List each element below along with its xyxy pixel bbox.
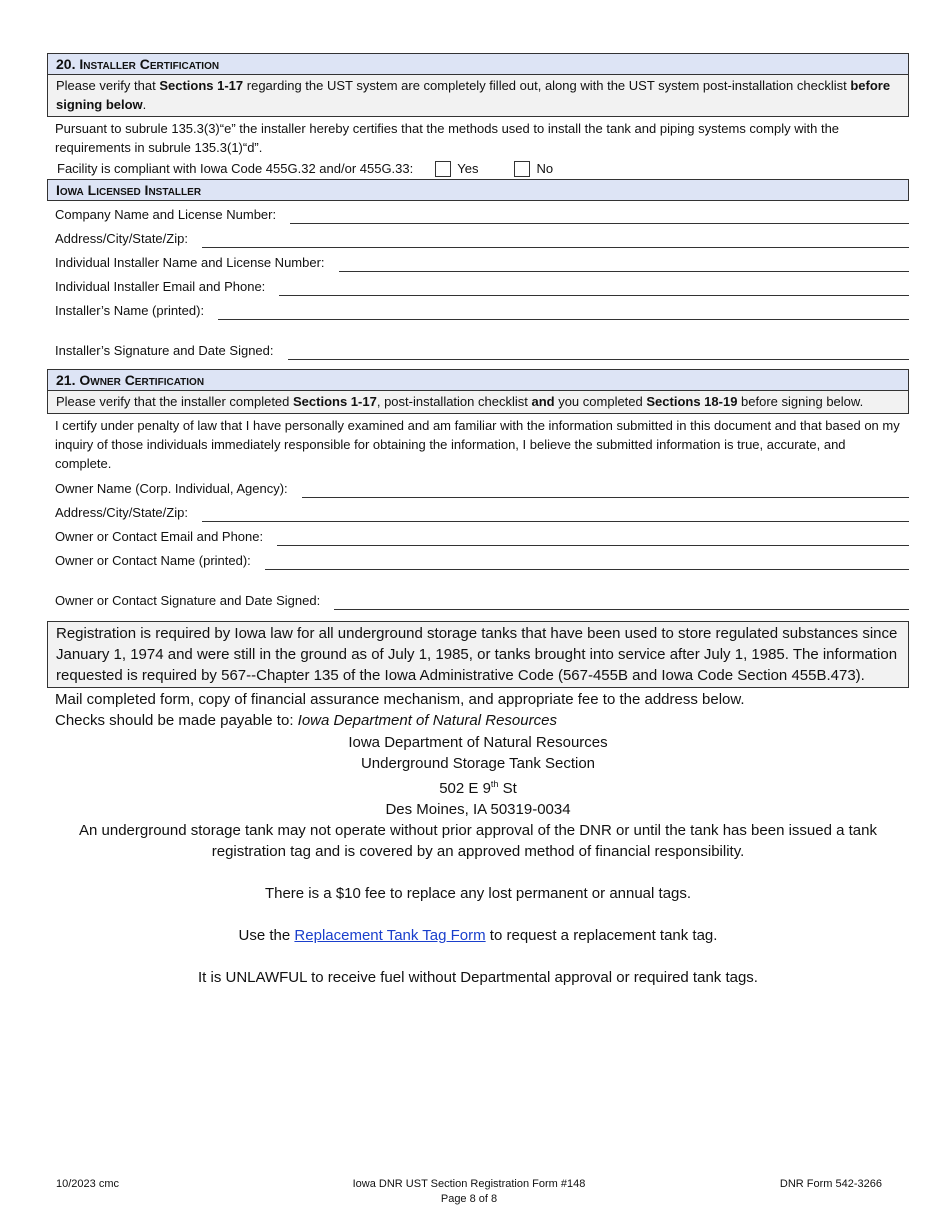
owner-certification-header: 21. Owner Certification: [47, 369, 909, 391]
owner-name-field[interactable]: Owner Name (Corp. Individual, Agency):: [47, 475, 909, 499]
owner-verification-note: Please verify that the installer completed Sections 1-17, post-installation checklist and you completed Sections 18-19 before signing below.: [47, 391, 909, 414]
replacement-tank-tag-form-link[interactable]: Replacement Tank Tag Form: [294, 927, 486, 944]
checks-payable-line: Checks should be made payable to: Iowa Department of Natural Resources: [55, 712, 557, 729]
licensed-installer-header: Iowa Licensed Installer: [47, 179, 909, 201]
replacement-notice: Use the Replacement Tank Tag Form to request a replacement tank tag.: [238, 927, 718, 944]
owner-statement: I certify under penalty of law that I have personally examined and am familiar with the information submitted in this document and that based on my inquiry of those individuals immediately responsible for obtaining the information, I believe the submitted information is true, accurate, and complete.: [55, 418, 900, 471]
installer-verification-note: Please verify that Sections 1-17 regarding the UST system are completely filled out, along with the UST system post-installation checklist before signing below.: [47, 75, 909, 117]
individual-installer-license-field[interactable]: Individual Installer Name and License Number:: [47, 249, 909, 273]
owner-signature-field[interactable]: Owner or Contact Signature and Date Signed:: [47, 571, 909, 611]
yes-checkbox[interactable]: [435, 161, 451, 177]
installer-certification-header: 20. Installer Certification: [47, 53, 909, 75]
operation-notice: An underground storage tank may not operate without prior approval of the DNR or until the tank has been issued a tank registration tag and is covered by an approved method of financial responsibility.: [79, 822, 877, 860]
installer-signature-field[interactable]: Installer’s Signature and Date Signed:: [47, 321, 909, 361]
installer-name-printed-field[interactable]: Installer’s Name (printed):: [47, 297, 909, 321]
footer-center: Iowa DNR UST Section Registration Form #148 Page 8 of 8: [56, 1177, 882, 1207]
dnr-address: Iowa Department of Natural Resources Underground Storage Tank Section 502 E 9th St Des Moines, IA 50319-0034: [348, 734, 608, 818]
form-page: [47, 53, 909, 988]
owner-name-printed-field[interactable]: Owner or Contact Name (printed):: [47, 547, 909, 571]
mailing-instructions: [47, 688, 909, 732]
registration-notice: Registration is required by Iowa law for all underground storage tanks that have been used to store regulated substances since January 1, 1974 and were still in the ground as of July 1, 1985, or tanks brought into service after July 1, 1985. The information requested is required by 567--Chapter 135 of the Iowa Administrative Code (567-455B and Iowa Code Section 455B.473).: [47, 621, 909, 688]
installer-email-phone-field[interactable]: Individual Installer Email and Phone:: [47, 273, 909, 297]
unlawful-notice: It is UNLAWFUL to receive fuel without Departmental approval or required tank tags.: [198, 969, 758, 986]
footer-date: 10/2023 cmc: [56, 1178, 119, 1190]
no-checkbox[interactable]: [514, 161, 530, 177]
company-license-field[interactable]: Company Name and License Number:: [47, 201, 909, 225]
owner-address-field[interactable]: Address/City/State/Zip:: [47, 499, 909, 523]
page-number: Page 8 of 8: [440, 1193, 498, 1205]
installer-address-field[interactable]: Address/City/State/Zip:: [47, 225, 909, 249]
compliance-label: Facility is compliant with Iowa Code 455G.32 and/or 455G.33:: [57, 161, 414, 176]
yes-label: Yes: [457, 161, 479, 176]
fee-notice: There is a $10 fee to replace any lost permanent or annual tags.: [264, 885, 692, 902]
footer-form-number: DNR Form 542-3266: [779, 1178, 882, 1190]
mail-line: Mail completed form, copy of financial assurance mechanism, and appropriate fee to the address below.: [55, 691, 745, 708]
installer-statement: Pursuant to subrule 135.3(3)“e” the installer hereby certifies that the methods used to install the tank and piping systems comply with the requirements in subrule 135.3(1)“d”.: [55, 121, 840, 155]
owner-email-phone-field[interactable]: Owner or Contact Email and Phone:: [47, 523, 909, 547]
compliance-row: [47, 159, 909, 179]
no-label: No: [536, 161, 554, 176]
